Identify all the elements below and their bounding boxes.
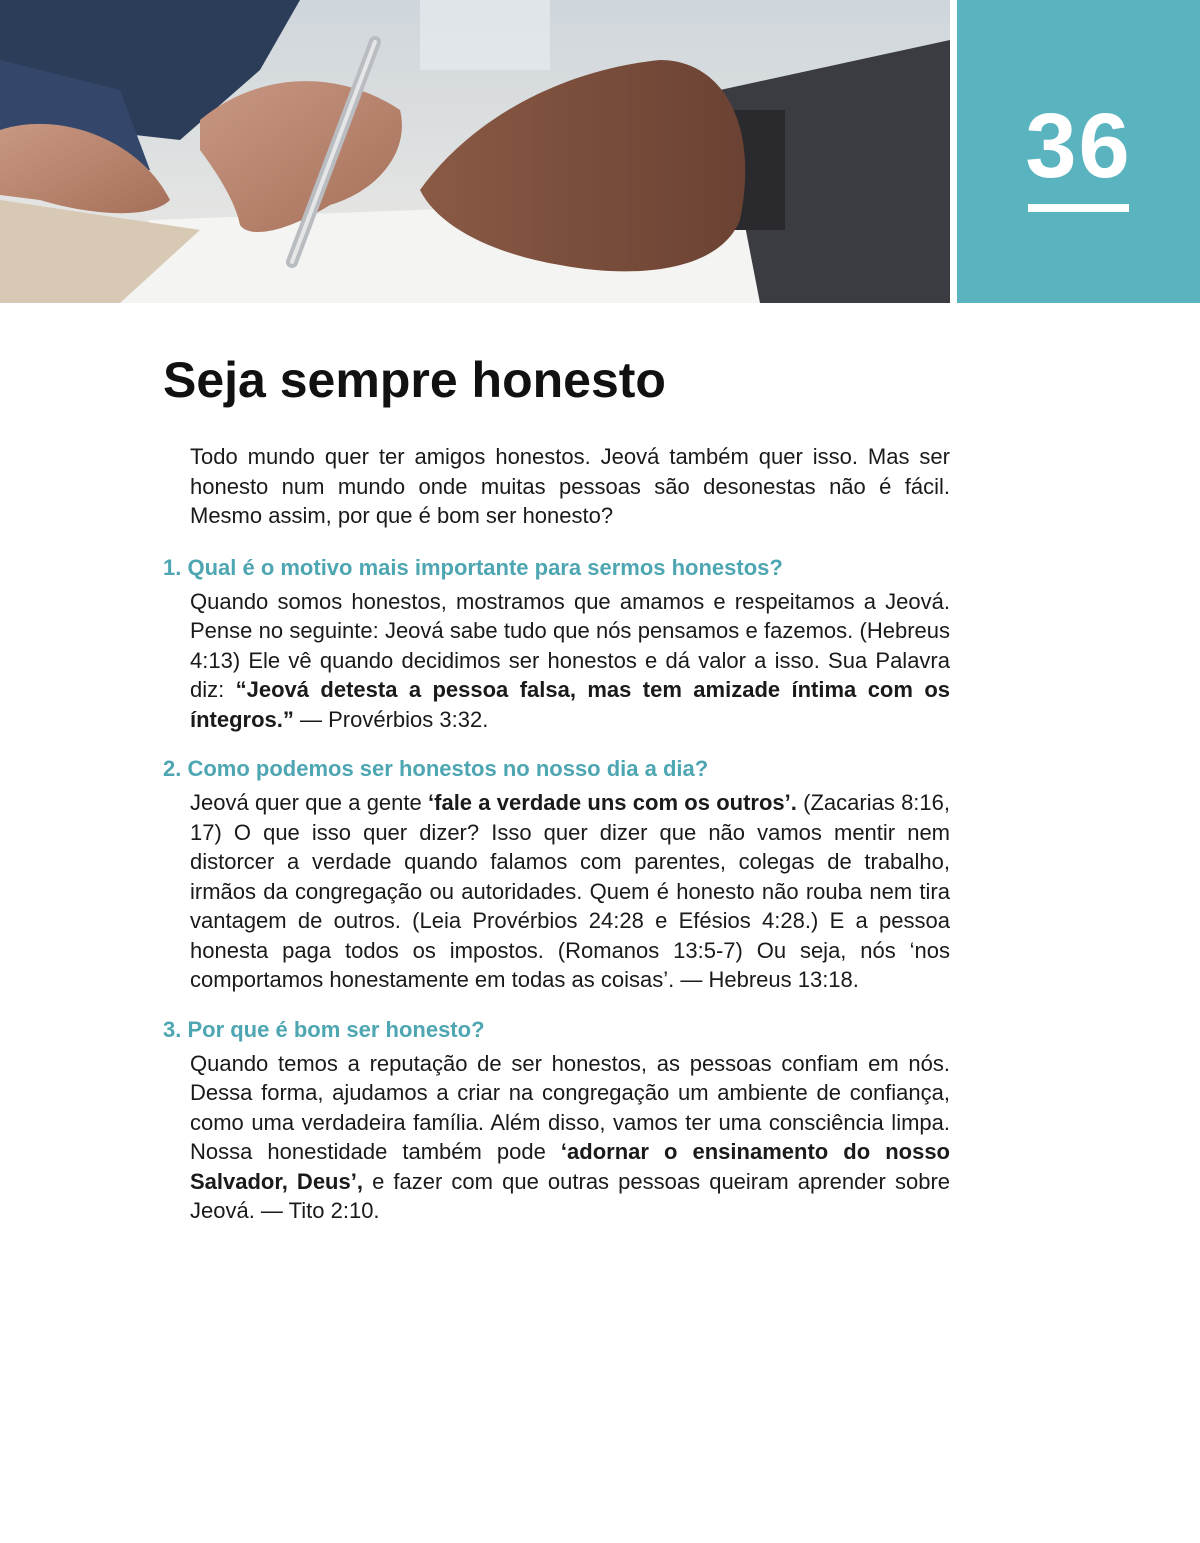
lesson-number-panel bbox=[957, 0, 1200, 303]
lesson-number-underline bbox=[1028, 204, 1129, 212]
question-3: 3. Por que é bom ser honesto? bbox=[163, 1016, 485, 1042]
page-title: Seja sempre honesto bbox=[163, 352, 666, 408]
scripture-quote-3: ‘adornar o ensinamento do nosso Salvador, Deus’, bbox=[190, 1139, 950, 1194]
scripture-quote-2: ‘fale a verdade uns com os outros’. bbox=[428, 790, 797, 815]
answer-2: Jeová quer que a gente ‘fale a verdade uns com os outros’. (Zacarias 8:16, 17) O que isso quer dizer? Isso quer dizer que não vamos mentir nem distorcer a verdade quando falamos com parentes, colegas de trabalho, irmãos da congregação ou autoridades. Quem é honesto não rouba nem tira vantagem de outros. (Leia Provérbios 24:28 e Efésios 4:28.) E a pessoa honesta paga todos os impostos. (Romanos 13:5-7) Ou seja, nós ‘nos comportamos honestamente em todas as coisas’. — Hebreus 13:18. bbox=[190, 790, 951, 992]
answer-1: Quando somos honestos, mostramos que amamos e respeitamos a Jeová. Pense no seguinte: Jeová sabe tudo que nós pensamos e fazemos. (Hebreus 4:13) Ele vê quando decidimos ser honestos e dá valor a isso. Sua Palavra diz: “Jeová detesta a pessoa falsa, mas tem amizade íntima com os íntegros.” — Provérbios 3:32. bbox=[190, 588, 950, 732]
handshake-contract-photo bbox=[0, 0, 950, 303]
scripture-quote-1: “Jeová detesta a pessoa falsa, mas tem amizade íntima com os íntegros.” bbox=[190, 677, 950, 732]
hero-photo bbox=[0, 0, 950, 303]
question-2: 2. Como podemos ser honestos no nosso dia a dia? bbox=[163, 756, 709, 781]
lesson-content bbox=[0, 442, 1200, 1246]
answer-3: Quando temos a reputação de ser honestos, as pessoas confiam em nós. Dessa forma, ajudamos a criar na congregação um ambiente de confiança, como uma verdadeira família. Além disso, vamos ter uma consciência limpa. Nossa honestidade também pode ‘adornar o ensinamento do nosso Salvador, Deus’, e fazer com que outras pessoas queiram aprender sobre Jeová. — Tito 2:10. bbox=[190, 1050, 950, 1223]
lesson-number: 36 bbox=[1025, 95, 1132, 197]
intro-paragraph: Todo mundo quer ter amigos honestos. Jeová também quer isso. Mas ser honesto num mundo onde muitas pessoas são desonestas não é fácil. Mesmo assim, por que é bom ser honesto? bbox=[190, 444, 950, 528]
question-1: 1. Qual é o motivo mais importante para sermos honestos? bbox=[163, 554, 783, 580]
